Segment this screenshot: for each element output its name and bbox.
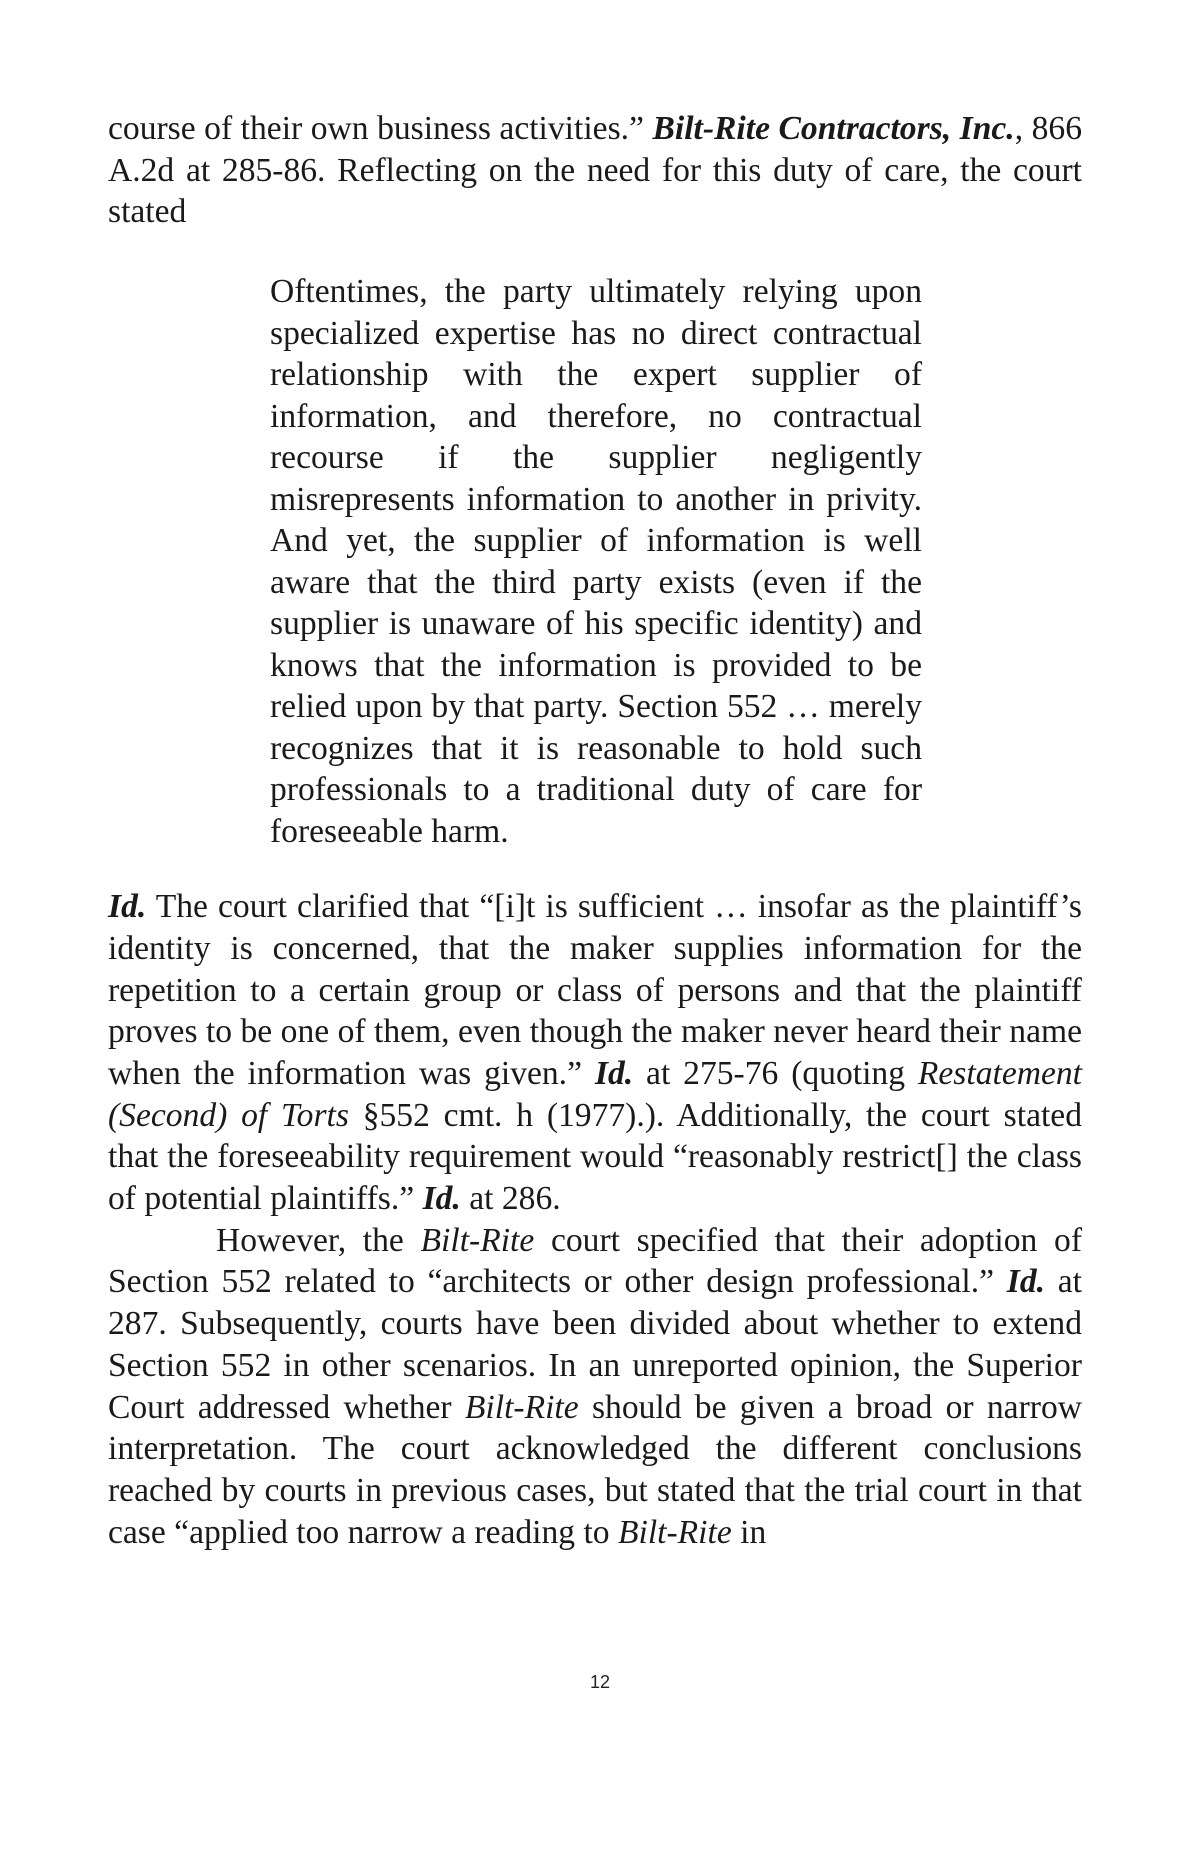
after-quote-text-4: at 286. [460,1180,561,1218]
final-text-4: should be given a broad or narrow interpretation. The court acknowledged the different conclusions reached by courts in previous cases, but stated that the trial court in that case “applied too narrow a reading to [108,1388,1082,1551]
case-name-italic: Bilt-Rite [617,1513,732,1551]
case-name-italic: Bilt-Rite [464,1388,579,1426]
intro-text-1: course of their own business activities.” [108,110,653,147]
final-text-3: at 287. Subsequently, courts have been divided about whether to extend Section 552 in other scenarios. In an unreported opinion, the Superior Court addressed whether [108,1263,1082,1426]
final-text-1: However, the [216,1221,421,1259]
after-quote-text-1: The court clarified that “[i]t is sufficient … insofar as the plaintiff’s identity is concerned, that the maker supplies information for the repetition to a certain group or class of persons and that the plaintiff proves to be one of them, even though the maker never heard their name when the information was given.” [108,888,1082,1092]
final-text-5: in [731,1513,767,1551]
id-citation: Id. [1006,1263,1046,1301]
id-citation: Id. [108,888,147,926]
after-quote-paragraph [108,886,1082,1220]
id-citation: Id. [422,1180,461,1218]
intro-paragraph [108,108,1082,233]
restatement-citation: Restatement (Second) of Torts [108,1054,1082,1134]
block-quote: Oftentimes, the party ultimately relying upon specialized expertise has no direct contractual relationship with the expert supplier of information, and therefore, no contractual recourse if the supplier negligently misrepresents information to another in privity. And yet, the supplier of information is well aware that the third party exists (even if the supplier is unaware of his specific identity) and knows that the information is provided to be relied upon by that party. Section 552 … merely recognizes that it is reasonable to hold such professionals to a traditional duty of care for foreseeable harm. [270,273,922,850]
final-text-2: court specified that their adoption of Section 552 related to “architects or other design professional.” [108,1221,1082,1301]
intro-text-2: , 866 A.2d at 285-86. Reflecting on the need for this duty of care, the court stated [108,110,1082,231]
case-name-italic: Bilt-Rite [420,1221,535,1259]
page-number: 12 [589,1672,611,1692]
document-page [108,108,1082,1553]
id-citation: Id. [594,1054,634,1092]
after-quote-text-2: at 275-76 (quoting [633,1054,918,1092]
final-paragraph [108,1220,1082,1554]
after-quote-text-3: §552 cmt. h (1977).). Additionally, the court stated that the foreseeability requirement would “reasonably restrict[] the class of potential plaintiffs.” [108,1096,1082,1218]
case-citation: Bilt-Rite Contractors, Inc. [652,110,1015,147]
